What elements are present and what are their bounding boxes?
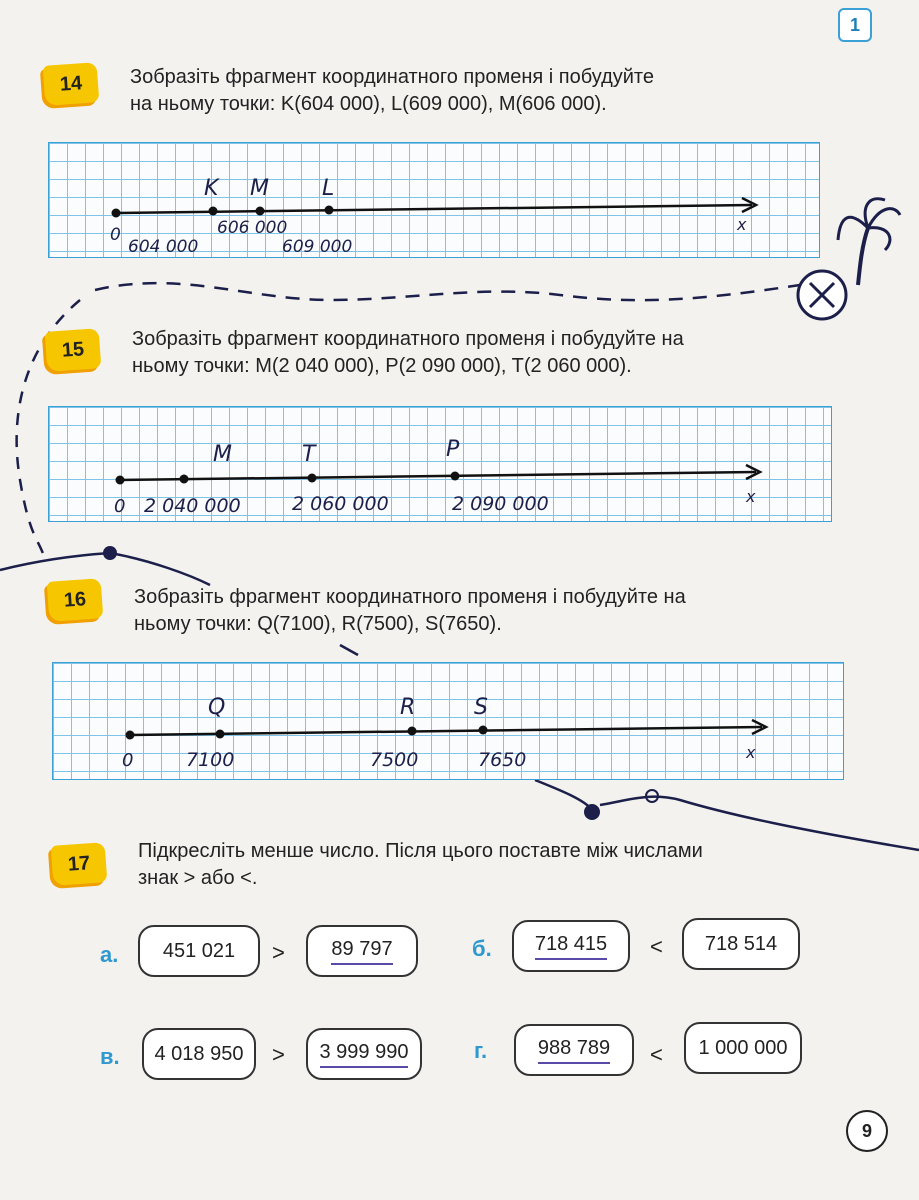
grid-area [48, 406, 832, 522]
value-label: 7500 [370, 749, 419, 771]
task-number-badge: 16 [47, 578, 104, 622]
origin-label: 0 [122, 750, 134, 771]
task-line: ньому точки: Q(7100), R(7500), S(7650). [134, 613, 502, 635]
task-number-badge: 17 [51, 842, 108, 886]
page-number: 9 [846, 1110, 888, 1152]
axis-label: x [737, 215, 747, 234]
page-top-number: 1 [838, 8, 872, 42]
point-label: S [474, 695, 488, 720]
item-letter: г. [474, 1038, 488, 1063]
comparison-sign: < [650, 934, 663, 959]
task-text [132, 326, 684, 380]
number-value-underlined: 3 999 990 [320, 1041, 409, 1068]
number-value-underlined: 718 415 [535, 933, 607, 960]
task-number-badge: 14 [43, 62, 100, 106]
value-label: 2 090 000 [452, 493, 549, 515]
value-label: 606 000 [217, 218, 288, 238]
task-text [134, 584, 686, 638]
point-label: Q [208, 695, 226, 720]
origin-label: 0 [110, 225, 121, 245]
item-letter: б. [472, 936, 492, 961]
task-text [138, 838, 703, 892]
number-box [682, 918, 800, 970]
number-value: 718 514 [704, 932, 778, 955]
grid-area [48, 142, 820, 258]
number-box [138, 925, 260, 977]
number-box [512, 920, 630, 972]
comparison-sign: > [272, 940, 285, 965]
axis-label: x [746, 743, 756, 762]
task-line: Зобразіть фрагмент координатного променя і побудуйте на [132, 328, 684, 350]
task-line: знак > або <. [138, 867, 258, 889]
number-value: 1 000 000 [698, 1036, 788, 1059]
number-box [142, 1028, 256, 1080]
value-label: 7100 [186, 749, 235, 771]
task-line: на ньому точки: K(604 000), L(609 000), M(606 000). [130, 93, 607, 115]
task-line: Зобразіть фрагмент координатного променя і побудуйте на [134, 586, 686, 608]
number-value: 4 018 950 [154, 1042, 244, 1065]
grid-area [52, 662, 844, 780]
point-label: P [446, 437, 460, 462]
comparison-sign: > [272, 1042, 285, 1067]
origin-label: 0 [114, 496, 126, 517]
point-label: L [322, 176, 335, 201]
number-box [306, 1028, 422, 1080]
value-label: 604 000 [128, 237, 199, 257]
value-label: 609 000 [282, 237, 353, 257]
point-label: T [302, 442, 316, 467]
value-label: 7650 [478, 749, 527, 771]
number-box [514, 1024, 634, 1076]
item-letter: а. [100, 942, 119, 967]
task-text [130, 64, 654, 118]
value-label: 2 040 000 [144, 495, 241, 517]
point-label: M [213, 442, 232, 467]
item-letter: в. [100, 1044, 120, 1069]
value-label: 2 060 000 [292, 493, 389, 515]
number-box [684, 1022, 802, 1074]
task-line: Зобразіть фрагмент координатного променя і побудуйте [130, 66, 654, 88]
x-mark-icon [798, 271, 846, 319]
task-number-badge: 15 [45, 328, 102, 372]
point-label: M [250, 176, 269, 201]
task-line: ньому точки: M(2 040 000), P(2 090 000), T(2 060 000). [132, 355, 632, 377]
number-value-underlined: 988 789 [538, 1037, 610, 1064]
palm-tree-icon [838, 199, 900, 285]
point-label: R [400, 695, 416, 720]
comparison-sign: < [650, 1042, 663, 1067]
number-box [306, 925, 418, 977]
number-value: 451 021 [162, 939, 236, 962]
task-line: Підкресліть менше число. Після цього поставте між числами [138, 840, 703, 862]
number-value-underlined: 89 797 [331, 938, 392, 965]
point-label: K [204, 176, 219, 201]
axis-label: x [746, 487, 756, 506]
